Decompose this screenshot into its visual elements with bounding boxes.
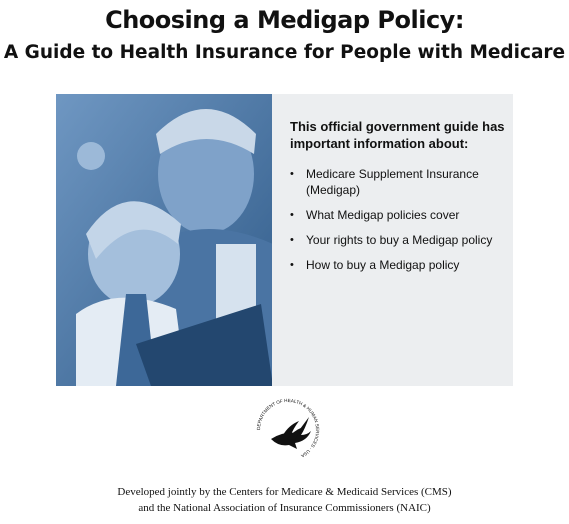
- list-item-text: Your rights to buy a Medigap policy: [306, 233, 493, 247]
- bullet: •: [290, 234, 294, 246]
- bullet: •: [290, 259, 294, 271]
- info-heading: This official government guide has important information about:: [290, 119, 505, 151]
- list-item-text: Medicare Supplement Insurance (Medigap): [306, 167, 479, 197]
- seal-ring-text: DEPARTMENT OF HEALTH & HUMAN SERVICES · USA: [255, 397, 321, 459]
- page-subtitle: A Guide to Health Insurance for People with Medicare: [3, 42, 566, 63]
- list-item: [290, 207, 512, 223]
- cover-photo: [56, 94, 273, 386]
- list-item: [290, 166, 512, 198]
- footer-line-2: and the National Association of Insurance Commissioners (NAIC): [138, 502, 431, 514]
- bullet: •: [290, 209, 294, 221]
- page-title: Choosing a Medigap Policy:: [105, 6, 464, 34]
- list-item: [290, 232, 512, 248]
- hhs-seal-logo: [253, 395, 323, 465]
- info-panel: [272, 94, 513, 386]
- list-item-text: What Medigap policies cover: [306, 208, 460, 222]
- footer-line-1: Developed jointly by the Centers for Medicare & Medicaid Services (CMS): [117, 486, 452, 498]
- list-item: [290, 257, 512, 273]
- bullet: •: [290, 168, 294, 180]
- info-list: [290, 166, 512, 282]
- list-item-text: How to buy a Medigap policy: [306, 258, 460, 272]
- grandfather-granddaughter-illustration: [56, 94, 273, 386]
